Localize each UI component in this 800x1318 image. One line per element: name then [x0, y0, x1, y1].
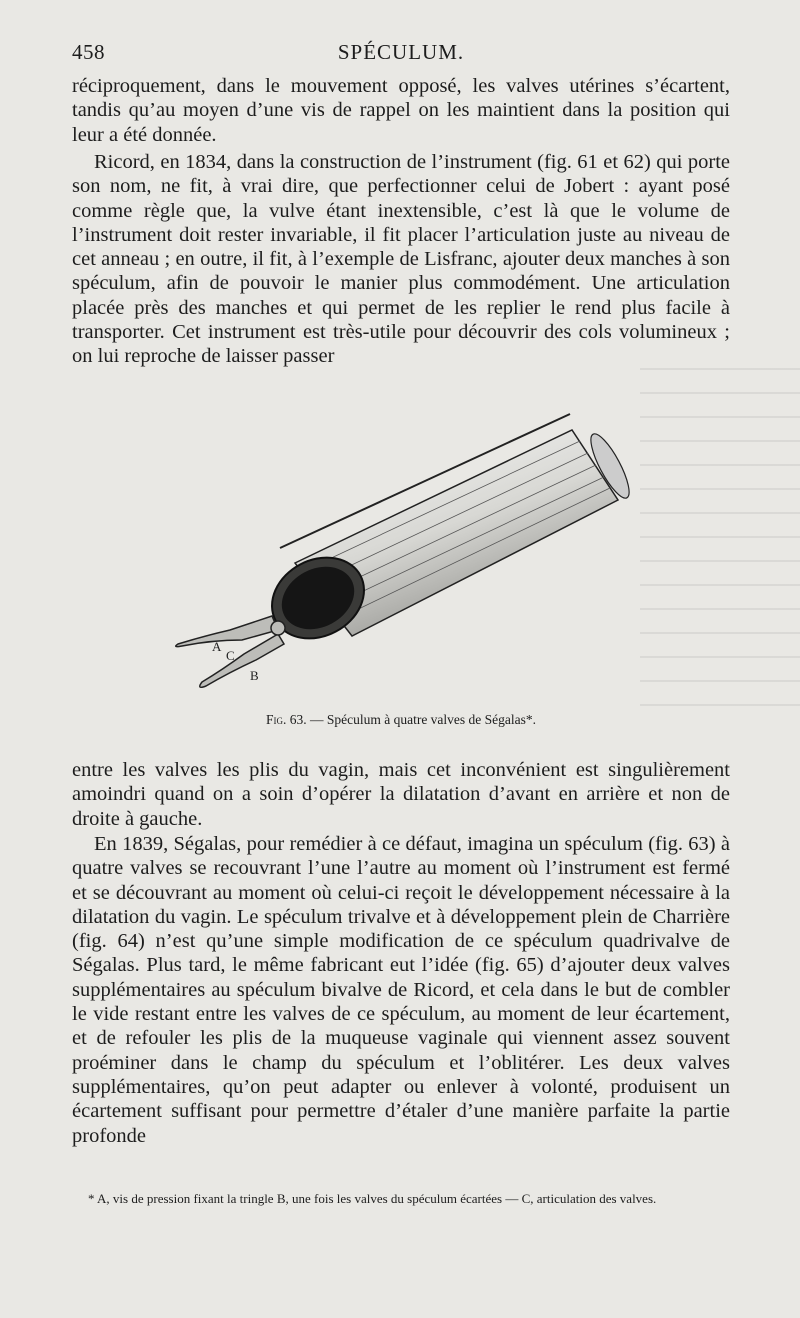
figure-number: Fig. 63. — [265, 712, 307, 727]
page-number: 458 — [72, 40, 105, 64]
figure-caption-text: — Spéculum à quatre valves de Ségalas*. — [306, 712, 537, 727]
page-header — [72, 40, 730, 68]
label-b: B — [250, 668, 259, 683]
paragraph-3: entre les valves les plis du vagin, mais cet inconvénient est singulièrement amoindri quand on a soin d’opérer la dilatation d’avant en arrière et non de droite à gauche. — [72, 759, 730, 830]
speculum-illustration — [160, 408, 630, 708]
paragraph-1: réciproquement, dans le mouvement opposé, les valves utérines s’écartent, tandis qu’au moyen d’une vis de rappel on les maintient dans la position qui leur a été donnée. — [72, 75, 730, 146]
running-head: SPÉCULUM. — [337, 40, 465, 64]
figure-caption — [72, 712, 730, 728]
show-through-texture — [640, 368, 800, 708]
label-c: C — [226, 648, 235, 663]
footnote: * A, vis de pression fixant la tringle B, une fois les valves du spéculum écartées — C, articulation des valves. — [88, 1191, 657, 1206]
paragraph-4: En 1839, Ségalas, pour remédier à ce défaut, imagina un spéculum (fig. 63) à quatre valves se recouvrant l’une l’autre au moment où l’instrument est fermé et se découvrant au moment où celui-ci reçoit le développement nécessaire à la dilatation du vagin. Le spéculum trivalve et à développement plein de Charrière (fig. 64) n’est qu’une simple modification de ce spéculum quadrivalve de Ségalas. Plus tard, le même fabricant eut l’idée (fig. 65) d’ajouter deux valves supplémentaires au spéculum bivalve de Ricord, et cela dans le but de combler le vide restant entre les valves de ce spéculum, au moment de leur écartement, et de refouler les plis de la muqueuse vaginale qui viennent assez souvent proéminer dans le champ du spéculum et l’oblitérer. Les deux valves supplémentaires, qu’on peut adapter ou enlever à volonté, produisent un écartement suffisant pour permettre d’étaler d’une manière parfaite la partie profonde — [72, 833, 730, 1147]
paragraph-2: Ricord, en 1834, dans la construction de l’instrument (fig. 61 et 62) qui porte son nom, ne fit, à vrai dire, que perfectionner celui de Jobert : ayant posé comme règle que, la vulve étant inextensible, c’est là que le volume de l’instrument doit rester invariable, il fit placer l’articulation juste au niveau de cet anneau ; en outre, il fit, à l’exemple de Lisfranc, ajouter deux manches à son spéculum, afin de pouvoir le manier plus commodément. Une articulation placée près des manches et qui permet de les replier le rend plus facile à transporter. Cet instrument est très-utile pour découvrir des cols volumineux ; on lui reproche de laisser passer — [72, 151, 730, 368]
label-a: A — [212, 639, 222, 654]
